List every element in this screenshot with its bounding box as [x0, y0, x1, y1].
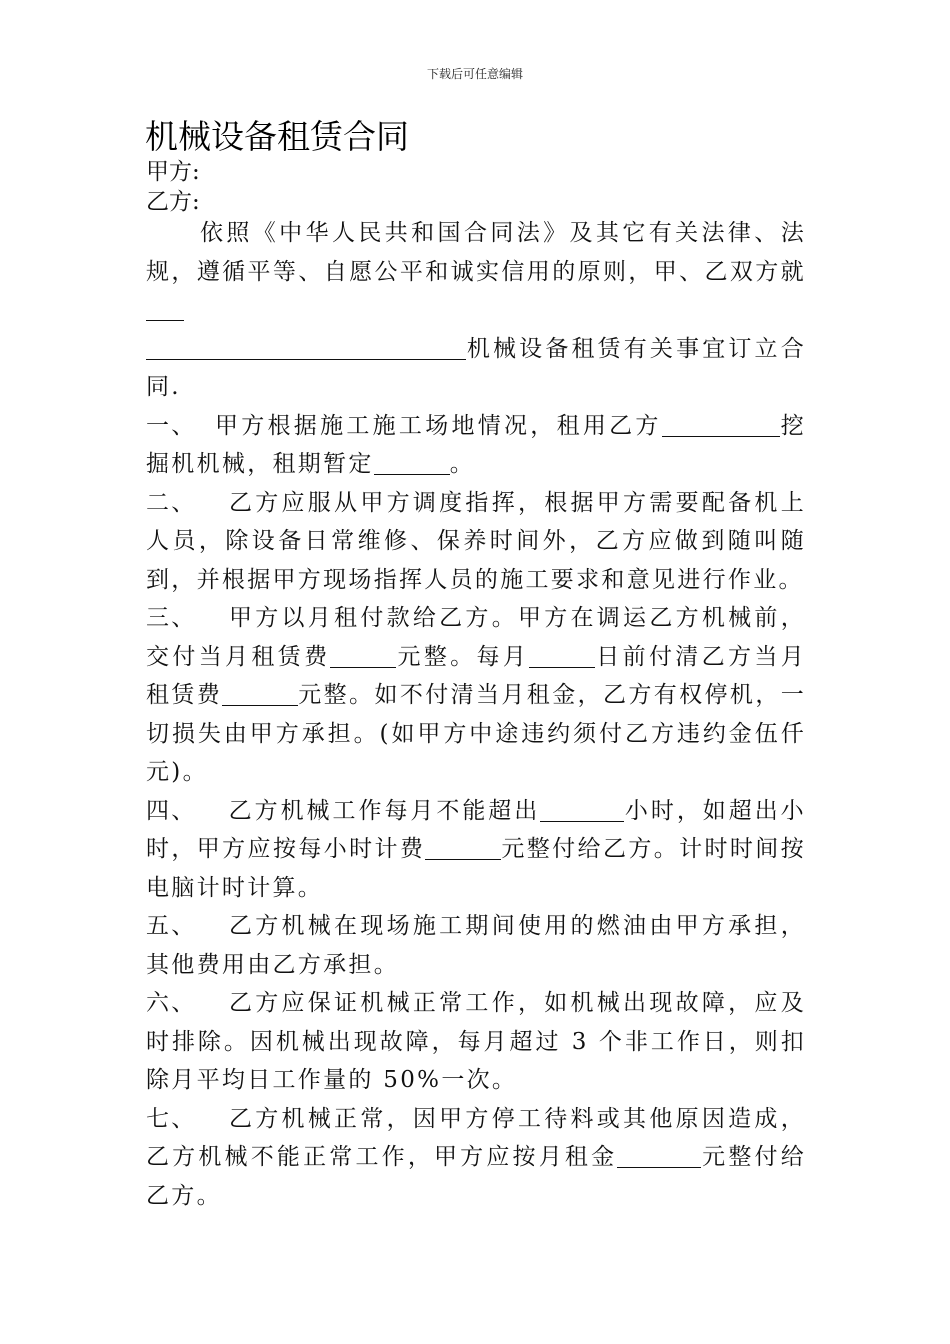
clause-6: [146, 984, 806, 1100]
intro-paragraph: [146, 214, 806, 407]
clause-number: 六、: [146, 990, 197, 1016]
blank-line: [222, 685, 298, 706]
clause-5: [146, 907, 806, 984]
page-header-note: 下载后可任意编辑: [426, 67, 523, 81]
clause-number: 一、: [146, 412, 197, 439]
clause-text: 日前付清乙方当月租赁费: [146, 643, 806, 708]
clause-text: 挖掘机机械，租期暂定: [146, 412, 806, 477]
clause-number: 二、: [146, 489, 197, 516]
blank-line: [146, 339, 466, 360]
clause-text: 乙方应服从甲方调度指挥，根据甲方需要配备机上人员，除设备日常维修、保养时间外，乙方应做到随叫随到，并根据甲方现场指挥人员的施工要求和意见进行作业。: [146, 489, 806, 593]
intro-text: 依照《中华人民共和国合同法》及其它有关法律、法规，遵循平等、自愿公平和诚实信用的原则，甲、乙双方就: [146, 220, 806, 285]
blank-line: [662, 416, 780, 437]
clause-text: 元整付给乙方。计时时间按电脑计时计算。: [146, 836, 806, 901]
clause-number: 四、: [146, 797, 197, 824]
blank-line: [540, 801, 624, 822]
clause-text: 甲方根据施工施工场地情况，租用乙方: [214, 412, 662, 439]
blank-line: [146, 300, 184, 321]
clause-text: 乙方应保证机械正常工作，如机械出现故障，应及时排除。因机械出现故障，每月超过 3 个非工作日，则扣除月平均日工作量的 50%一次。: [146, 990, 806, 1093]
clause-text: 乙方机械在现场施工期间使用的燃油由甲方承担，其他费用由乙方承担。: [146, 913, 806, 978]
clause-number: 三、: [146, 605, 197, 631]
blank-line: [617, 1147, 701, 1168]
intro-text: 机械设备租赁有关事宜订立合同.: [146, 335, 806, 400]
clause-text: 。: [449, 451, 476, 477]
party-a-label: 甲方:: [146, 159, 200, 185]
clause-3: [146, 599, 806, 792]
clause-2: [146, 484, 806, 600]
blank-line: [374, 454, 450, 475]
clause-number: 五、: [146, 913, 197, 939]
clause-text: 元整付给乙方。: [146, 1144, 806, 1209]
clause-number: 七、: [146, 1105, 197, 1132]
contract-body: [146, 214, 806, 1215]
clause-text: 甲方以月租付款给乙方。甲方在调运乙方机械前，交付当月租赁费: [146, 605, 806, 670]
clause-text: 元整。每月: [396, 643, 530, 670]
blank-line: [529, 647, 595, 668]
clause-7: [146, 1100, 806, 1216]
party-b-label: 乙方:: [146, 189, 200, 215]
clause-text: 乙方机械工作每月不能超出: [228, 797, 541, 824]
clause-text: 小时，如超出小时，甲方应按每小时计费: [146, 797, 806, 862]
clause-text: 元整。如不付清当月租金，乙方有权停机，一切损失由甲方承担。(如甲方中途违约须付乙方违约金伍仟元)。: [146, 682, 807, 785]
blank-line: [425, 839, 501, 860]
blank-line: [330, 647, 396, 668]
clause-4: [146, 792, 806, 908]
document-title: 机械设备租赁合同: [145, 117, 409, 156]
clause-text: 乙方机械正常，因甲方停工待料或其他原因造成，乙方机械不能正常工作，甲方应按月租金: [146, 1105, 806, 1170]
clause-1: [146, 407, 806, 484]
